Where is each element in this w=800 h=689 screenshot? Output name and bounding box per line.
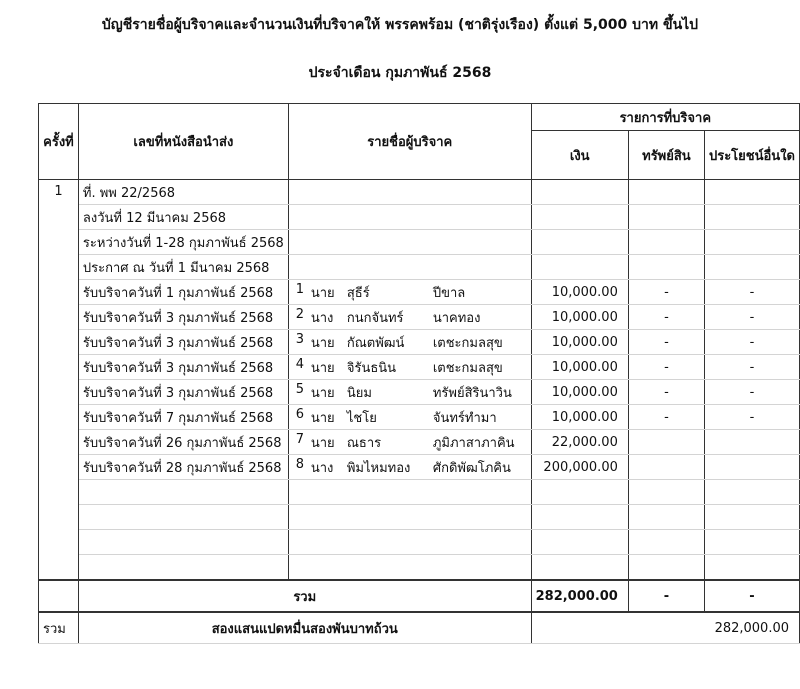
donor-first-name: กัณตพัฒน์ [346, 335, 405, 351]
donor-name [288, 355, 531, 380]
table-row [39, 355, 800, 380]
donor-name [288, 330, 531, 355]
other-benefit: - [704, 405, 799, 430]
donor-prefix: นาง [310, 310, 334, 326]
donor-first-name: ไชโย [346, 410, 377, 426]
donor-prefix: นาง [310, 460, 334, 476]
total-row [39, 612, 800, 644]
table-row [39, 380, 800, 405]
donor-index: 2 [295, 306, 304, 322]
donor-prefix: นาย [310, 435, 335, 451]
donor-last-name: นาคทอง [432, 310, 481, 326]
donation-date: รับบริจาควันที่ 3 กุมภาพันธ์ 2568 [78, 330, 288, 355]
cash-amount: 10,000.00 [531, 355, 628, 380]
empty-cell [39, 580, 79, 612]
table-row [39, 330, 800, 355]
doc-line: ที่. พพ 22/2568 [78, 180, 288, 205]
empty-cell [628, 530, 704, 555]
empty-cell [704, 555, 799, 581]
donor-index: 8 [295, 456, 304, 472]
total-words: สองแสนแปดหมื่นสองพันบาทถ้วน [78, 612, 531, 644]
donor-first-name: ณธาร [346, 435, 382, 451]
sum-row [39, 580, 800, 612]
donor-last-name: เตชะกมลสุข [432, 360, 503, 376]
donation-table [38, 103, 800, 644]
donor-prefix: นาย [310, 285, 335, 301]
empty-cell [288, 205, 531, 230]
empty-cell [531, 530, 628, 555]
table-row [39, 455, 800, 480]
donor-last-name: ศักดิพัฒโภคิน [432, 460, 511, 476]
table-row [39, 280, 800, 305]
empty-cell [288, 555, 531, 581]
donor-name [288, 455, 531, 480]
header-cash: เงิน [531, 131, 628, 180]
donor-name-parts [289, 457, 531, 478]
table-row [39, 505, 800, 530]
empty-cell [628, 230, 704, 255]
cash-amount: 10,000.00 [531, 330, 628, 355]
table-row [39, 530, 800, 555]
empty-cell [288, 230, 531, 255]
table-row [39, 555, 800, 581]
donor-name [288, 405, 531, 430]
donor-prefix: นาย [310, 335, 335, 351]
donor-first-name: จิรันธนิน [346, 360, 397, 376]
header-asset: ทรัพย์สิน [628, 131, 704, 180]
donor-name [288, 305, 531, 330]
cash-amount: 22,000.00 [531, 430, 628, 455]
empty-cell [531, 555, 628, 581]
donor-first-name: กนกจันทร์ [346, 310, 404, 326]
donor-index: 4 [295, 356, 304, 372]
cash-amount: 10,000.00 [531, 405, 628, 430]
donor-prefix: นาย [310, 360, 335, 376]
donor-prefix: นาย [310, 385, 335, 401]
empty-cell [78, 555, 288, 581]
total-label: รวม [39, 612, 79, 644]
empty-cell [531, 505, 628, 530]
asset-value: - [628, 355, 704, 380]
donor-last-name: ทรัพย์สิรินาวิน [432, 385, 512, 401]
empty-cell [288, 505, 531, 530]
donor-last-name: ภูมิภาสาภาคิน [432, 435, 515, 451]
donor-name-parts [289, 432, 531, 453]
empty-cell [628, 205, 704, 230]
asset-value [628, 455, 704, 480]
donor-first-name: พิมไหมทอง [346, 460, 411, 476]
table-row [39, 405, 800, 430]
donor-last-name: เตชะกมลสุข [432, 335, 503, 351]
doc-line: ลงวันที่ 12 มีนาคม 2568 [78, 205, 288, 230]
other-benefit: - [704, 380, 799, 405]
asset-value: - [628, 305, 704, 330]
donation-date: รับบริจาควันที่ 26 กุมภาพันธ์ 2568 [78, 430, 288, 455]
header-no: ครั้งที่ [39, 104, 79, 180]
donation-date: รับบริจาควันที่ 3 กุมภาพันธ์ 2568 [78, 305, 288, 330]
donor-index: 1 [295, 281, 304, 297]
empty-cell [78, 480, 288, 505]
sum-label: รวม [78, 580, 531, 612]
donation-date: รับบริจาควันที่ 7 กุมภาพันธ์ 2568 [78, 405, 288, 430]
table-row [39, 230, 800, 255]
empty-cell [628, 255, 704, 280]
donor-index: 6 [295, 406, 304, 422]
empty-cell [531, 205, 628, 230]
cash-amount: 200,000.00 [531, 455, 628, 480]
empty-cell [531, 255, 628, 280]
table-row [39, 180, 800, 205]
empty-cell [628, 555, 704, 581]
donation-date: รับบริจาควันที่ 3 กุมภาพันธ์ 2568 [78, 380, 288, 405]
donor-name-parts [289, 382, 531, 403]
header-items: รายการที่บริจาค [531, 104, 799, 131]
table-row [39, 305, 800, 330]
asset-value: - [628, 380, 704, 405]
empty-cell [628, 505, 704, 530]
table-row [39, 480, 800, 505]
other-benefit: - [704, 305, 799, 330]
table-body [39, 180, 800, 644]
empty-cell [531, 230, 628, 255]
donation-date: รับบริจาควันที่ 1 กุมภาพันธ์ 2568 [78, 280, 288, 305]
sum-asset: - [628, 580, 704, 612]
empty-cell [704, 255, 799, 280]
other-benefit [704, 455, 799, 480]
empty-cell [288, 480, 531, 505]
donor-name-parts [289, 407, 531, 428]
empty-cell [78, 530, 288, 555]
cash-amount: 10,000.00 [531, 380, 628, 405]
other-benefit: - [704, 355, 799, 380]
total-amount: 282,000.00 [531, 612, 799, 644]
asset-value [628, 430, 704, 455]
empty-cell [288, 530, 531, 555]
header-other: ประโยชน์อื่นใด [704, 131, 799, 180]
empty-cell [704, 205, 799, 230]
empty-cell [704, 530, 799, 555]
cash-amount: 10,000.00 [531, 280, 628, 305]
table-row [39, 255, 800, 280]
donor-index: 5 [295, 381, 304, 397]
donation-date: รับบริจาควันที่ 28 กุมภาพันธ์ 2568 [78, 455, 288, 480]
empty-cell [628, 480, 704, 505]
header-name: รายชื่อผู้บริจาค [288, 104, 531, 180]
empty-cell [628, 180, 704, 205]
donor-last-name: ปีขาล [432, 285, 466, 301]
asset-value: - [628, 405, 704, 430]
empty-cell [704, 180, 799, 205]
empty-cell [704, 230, 799, 255]
empty-cell [531, 180, 628, 205]
other-benefit: - [704, 280, 799, 305]
donor-name-parts [289, 307, 531, 328]
donor-name-parts [289, 282, 531, 303]
donor-name-parts [289, 332, 531, 353]
donor-name-parts [289, 357, 531, 378]
other-benefit: - [704, 330, 799, 355]
doc-line: ประกาศ ณ วันที่ 1 มีนาคม 2568 [78, 255, 288, 280]
donor-index: 3 [295, 331, 304, 347]
header-doc: เลขที่หนังสือนำส่ง [78, 104, 288, 180]
donor-last-name: จันทร์ทำมา [432, 410, 497, 426]
donor-first-name: นิยม [346, 385, 372, 401]
table-row [39, 205, 800, 230]
empty-cell [78, 505, 288, 530]
donor-name [288, 380, 531, 405]
asset-value: - [628, 330, 704, 355]
donation-date: รับบริจาควันที่ 3 กุมภาพันธ์ 2568 [78, 355, 288, 380]
sum-other: - [704, 580, 799, 612]
empty-cell [704, 505, 799, 530]
donor-name [288, 280, 531, 305]
empty-cell [288, 180, 531, 205]
empty-cell [288, 255, 531, 280]
sum-cash: 282,000.00 [531, 580, 628, 612]
donor-first-name: สุธีร์ [346, 285, 370, 301]
donor-index: 7 [295, 431, 304, 447]
table-row [39, 430, 800, 455]
empty-cell [704, 480, 799, 505]
doc-line: ระหว่างวันที่ 1-28 กุมภาพันธ์ 2568 [78, 230, 288, 255]
asset-value: - [628, 280, 704, 305]
donor-name [288, 430, 531, 455]
entry-number: 1 [39, 180, 79, 581]
document-title: บัญชีรายชื่อผู้บริจาคและจำนวนเงินที่บริจาคให้ พรรคพร้อม (ชาติรุ่งเรือง) ตั้งแต่ 5,000 บาท ขึ้นไป [101, 17, 699, 33]
cash-amount: 10,000.00 [531, 305, 628, 330]
donor-prefix: นาย [310, 410, 335, 426]
empty-cell [531, 480, 628, 505]
document-subtitle: ประจำเดือน กุมภาพันธ์ 2568 [308, 65, 492, 81]
other-benefit [704, 430, 799, 455]
